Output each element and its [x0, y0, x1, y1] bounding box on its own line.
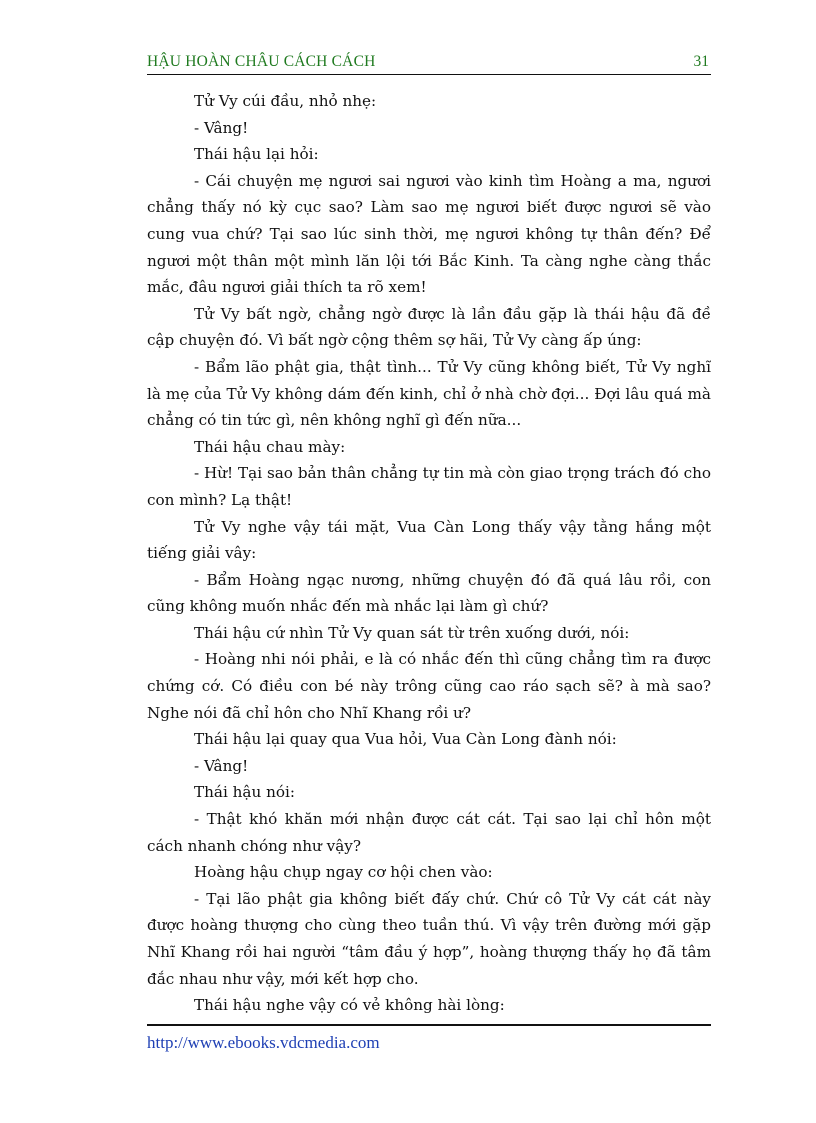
paragraph: Thái hậu chau mày: [194, 437, 346, 456]
paragraph: Thái hậu cứ nhìn Tử Vy quan sát từ trên xuống dưới, nói: [194, 623, 630, 642]
paragraph: Thái hậu nghe vậy có vẻ không hài lòng: [194, 996, 505, 1015]
paragraph: Thái hậu lại hỏi: [194, 145, 319, 164]
paragraph: Tử Vy nghe vậy tái mặt, Vua Càn Long thấy vậy tằng hắng một tiếng giải vây: [147, 517, 711, 563]
paragraph: - Vâng! [194, 118, 249, 137]
paragraph: Hoàng hậu chụp ngay cơ hội chen vào: [194, 863, 493, 882]
paragraph: - Vâng! [194, 756, 249, 775]
paragraph: - Tại lão phật gia không biết đấy chứ. Chứ cô Tử Vy cát cát này được hoàng thượng cho cùng theo tuần thú. Vì vậy trên đường mới gặp Nhĩ Khang rồi hai người “tâm đầu ý hợp”, hoàng thượng thấy họ đã tâm đắc nhau như vậy, mới kết hợp cho. [147, 889, 711, 988]
paragraph: Tử Vy cúi đầu, nhỏ nhẹ: [194, 92, 377, 110]
footer-divider [147, 1024, 711, 1026]
paragraph: - Bẩm Hoàng ngạc nương, những chuyện đó đã quá lâu rồi, con cũng không muốn nhắc đến mà nhắc lại làm gì chứ? [147, 570, 711, 616]
paragraph: - Hoàng nhi nói phải, e là có nhắc đến thì cũng chẳng tìm ra được chứng cớ. Có điều con bé này trông cũng cao ráo sạch sẽ? à mà sao? Nghe nói đã chỉ hôn cho Nhĩ Khang rồi ư? [147, 650, 711, 722]
paragraph: Thái hậu nói: [194, 783, 295, 802]
running-header [147, 50, 711, 75]
paragraph: - Cái chuyện mẹ ngươi sai ngươi vào kinh tìm Hoàng a ma, ngươi chẳng thấy nó kỳ cục sao? Làm sao mẹ ngươi biết được ngươi sẽ vào cung vua chứ? Tại sao lúc sinh thời, mẹ ngươi không tự thân đến? Để ngươi một thân một mình lăn lội tới Bắc Kinh. Ta càng nghe càng thắc mắc, đâu ngươi giải thích ta rõ xem! [147, 171, 711, 297]
page-number: 31 [693, 53, 709, 70]
page-body [147, 88, 711, 1019]
paragraph: Thái hậu lại quay qua Vua hỏi, Vua Càn Long đành nói: [194, 730, 617, 749]
paragraph: - Bẩm lão phật gia, thật tình... Tử Vy cũng không biết, Tử Vy nghĩ là mẹ của Tử Vy không dám đến kinh, chỉ ở nhà chờ đợi... Đợi lâu quá mà chẳng có tin tức gì, nên không nghĩ gì đến nữa... [147, 357, 711, 430]
book-title: HẬU HOÀN CHÂU CÁCH CÁCH [147, 53, 376, 70]
paragraph: - Hừ! Tại sao bản thân chẳng tự tin mà còn giao trọng trách đó cho con mình? Lạ thật! [147, 464, 711, 509]
paragraph: - Thật khó khăn mới nhận được cát cát. Tại sao lại chỉ hôn một cách nhanh chóng như vậy? [147, 810, 711, 855]
footer-website-link[interactable]: http://www.ebooks.vdcmedia.com [147, 1033, 380, 1052]
paragraph: Tử Vy bất ngờ, chẳng ngờ được là lần đầu gặp là thái hậu đã đề cập chuyện đó. Vì bất ngờ cộng thêm sợ hãi, Tử Vy càng ấp úng: [147, 304, 711, 350]
